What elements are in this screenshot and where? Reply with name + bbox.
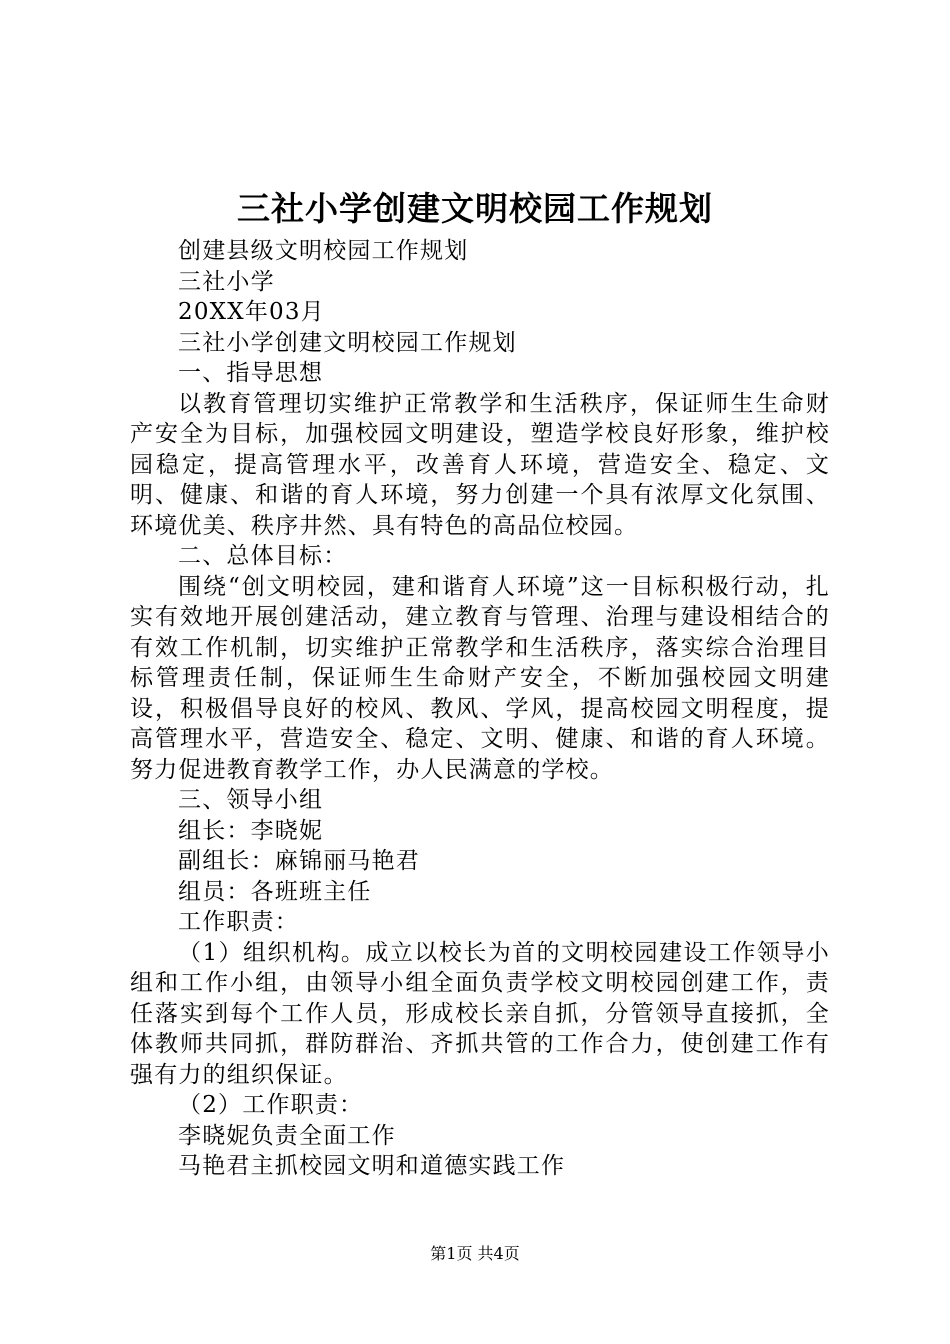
document-body — [130, 236, 830, 1182]
date-line: 20XX年03月 — [178, 299, 325, 325]
duties-heading: 工作职责： — [178, 909, 299, 935]
duty-item: 马艳君主抓校园文明和道德实践工作 — [178, 1153, 566, 1179]
duties-subheading: （2）工作职责： — [178, 1092, 364, 1118]
school-name-line: 三社小学 — [178, 268, 275, 295]
members-line: 组员：各班班主任 — [178, 878, 372, 905]
plan-title-line: 三社小学创建文明校园工作规划 — [178, 329, 517, 356]
duty-item: 李晓妮负责全面工作 — [178, 1122, 396, 1149]
page-number-footer: 第1页 共4页 — [430, 1244, 520, 1263]
section-heading-3: 三、领导小组 — [178, 787, 324, 813]
paragraph-overall-goals: 围绕“创文明校园，建和谐育人环境”这一目标积极行动，扎实有效地开展创建活动，建立教育与管理、治理与建设相结合的有效工作机制，切实维护正常教学和生活秩序，落实综合治理目标管理责任制，保证师生生命财产安全，不断加强校园文明建设，积极倡导良好的校风、教风、学风，提高校园文明程度，提高管理水平，营造安全、稳定、文明、健康、和谐的育人环境。努力促进教育教学工作，办人民满意的学校。 — [130, 573, 830, 783]
vice-leader-line: 副组长：麻锦丽马艳君 — [178, 848, 420, 874]
paragraph-guiding-ideology: 以教育管理切实维护正常教学和生活秩序，保证师生生命财产安全为目标，加强校园文明建设，塑造学校良好形象，维护校园稳定，提高管理水平，改善育人环境，营造安全、稳定、文明、健康、和谐的育人环境，努力创建一个具有浓厚文化氛围、环境优美、秩序井然、具有特色的高品位校园。 — [130, 390, 830, 539]
paragraph-organization: （1）组织机构。成立以校长为首的文明校园建设工作领导小组和工作小组，由领导小组全面负责学校文明校园创建工作，责任落实到每个工作人员，形成校长亲自抓，分管领导直接抓，全体教师共同抓，群防群治、齐抓共管的工作合力，使创建工作有强有力的组织保证。 — [130, 939, 830, 1088]
subtitle-line: 创建县级文明校园工作规划 — [178, 238, 469, 264]
document-title: 三社小学创建文明校园工作规划 — [237, 189, 713, 228]
group-leader-line: 组长：李晓妮 — [178, 817, 324, 844]
section-heading-1: 一、指导思想 — [178, 360, 324, 386]
section-heading-2: 二、总体目标： — [178, 543, 348, 569]
